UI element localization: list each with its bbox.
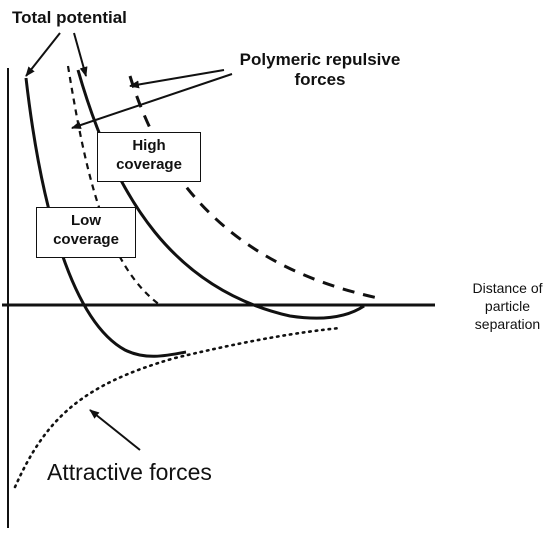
high-coverage-label-line1: High <box>132 137 166 154</box>
distance-label-line3: separation <box>474 316 541 332</box>
high-coverage-total-potential-curve <box>78 70 364 318</box>
polymeric-repulsive-label-line1: Polymeric repulsive <box>239 50 401 69</box>
total-potential-arrow-left <box>26 33 60 76</box>
polymeric-repulsive-label <box>220 50 420 89</box>
total-potential-label: Total potential <box>12 8 127 27</box>
attractive-forces-label: Attractive forces <box>47 459 212 485</box>
low-coverage-repulsive-curve <box>68 66 160 305</box>
distance-label-line2: particle <box>484 298 531 314</box>
high-coverage-box <box>97 132 201 182</box>
total-potential-arrow-right <box>74 33 86 76</box>
repulsive-forces-arrow-upper <box>130 70 224 86</box>
attractive-forces-arrow <box>90 410 140 450</box>
high-coverage-repulsive-curve <box>130 76 378 298</box>
low-coverage-label-line1: Low <box>71 212 101 229</box>
high-coverage-label-line2: coverage <box>116 156 182 173</box>
distance-of-separation-label <box>460 279 555 333</box>
low-coverage-box <box>36 207 136 258</box>
low-coverage-label-line2: coverage <box>53 231 119 248</box>
polymeric-repulsive-label-line2: forces <box>294 69 346 89</box>
distance-label-line1: Distance of <box>472 280 543 296</box>
